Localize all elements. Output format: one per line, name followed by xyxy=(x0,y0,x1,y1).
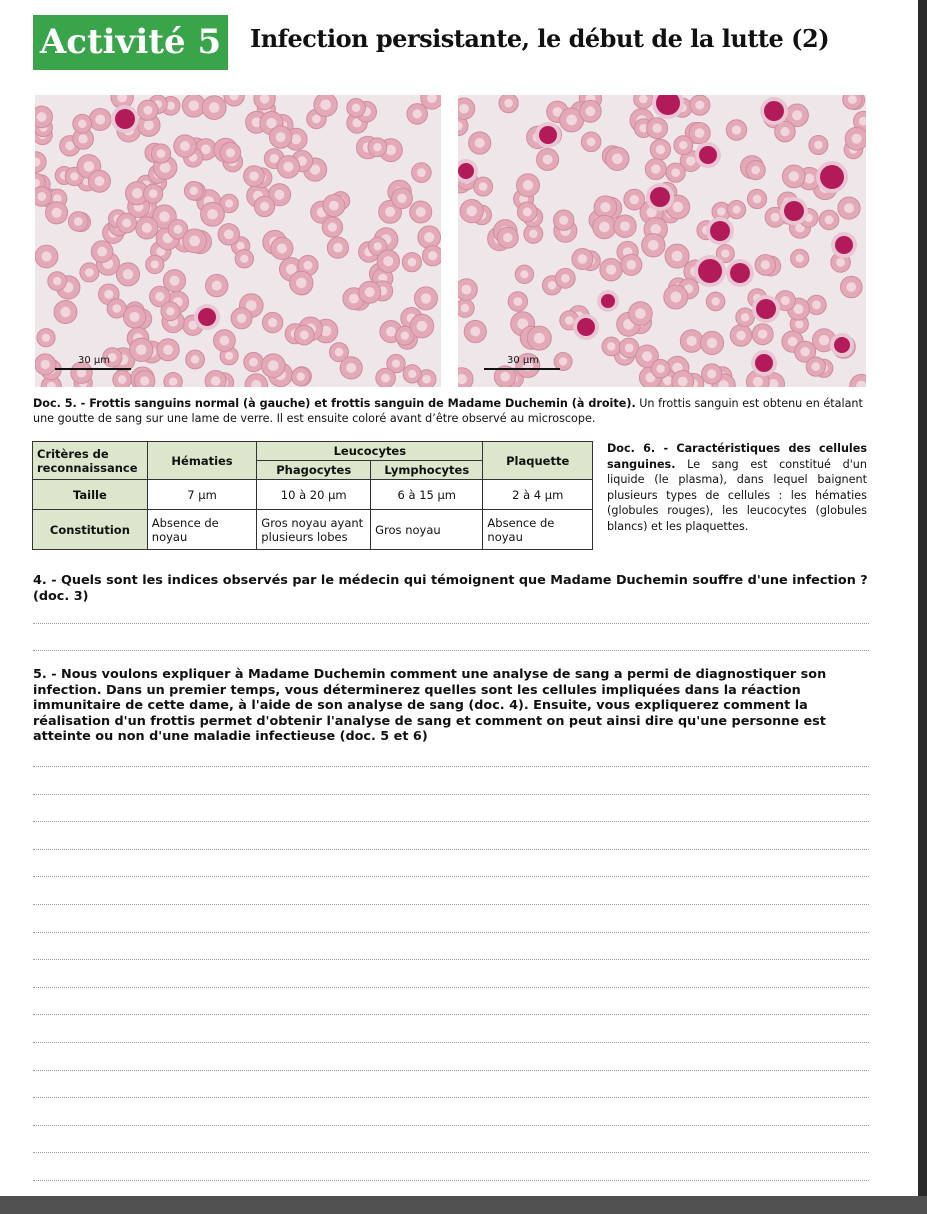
red-blood-cell-center xyxy=(408,258,417,267)
red-blood-cell-center xyxy=(852,134,862,144)
table-cell: 6 à 15 µm xyxy=(371,480,483,510)
answer-line[interactable] xyxy=(33,849,869,850)
red-blood-cell-center xyxy=(189,100,199,110)
red-blood-cell-center xyxy=(78,120,86,128)
red-blood-cell-center xyxy=(639,95,648,103)
red-blood-cell-center xyxy=(793,304,803,314)
red-blood-cell-center xyxy=(249,171,258,180)
red-blood-cell-center xyxy=(844,203,854,213)
red-blood-cell-center xyxy=(249,358,258,367)
red-blood-cell-center xyxy=(408,370,416,378)
doc6-body: Le sang est constitué d'un liquide (le plasma), dans lequel baignent plusieurs types de cellules : les hématies (globules rouges), les leucocytes (globules blancs) et les plaquettes. xyxy=(607,457,867,533)
nucleus xyxy=(784,201,804,221)
red-blood-cell-center xyxy=(349,294,359,304)
nucleus xyxy=(755,354,773,372)
red-blood-cell-center xyxy=(373,143,381,151)
activity-badge: Activité 5 xyxy=(33,15,228,70)
red-blood-cell-center xyxy=(381,374,390,383)
red-blood-cell-center xyxy=(329,201,339,211)
red-blood-cell-center xyxy=(191,355,199,363)
red-blood-cell-center xyxy=(479,182,488,191)
question-5: 5. - Nous voulons expliquer à Madame Duchemin comment une analyse de sang a permi de diagnostiquer son infection. Dans un premier temps, vous déterminerez quelles sont les cellules impliquées dans la réaction immunitaire de cette dame, à l'aide de son analyse de sang (doc. 4). Ensuite, vous expliquerez comment la réalisation d'un frottis permet d'obtenir l'analyse de sang et comment on peut ainsi dire qu'une personne est atteinte ou non d'une maladie infectieuse (doc. 5 et 6) xyxy=(33,667,827,744)
red-blood-cell-center xyxy=(670,292,681,303)
table-cell: 7 µm xyxy=(147,480,256,510)
answer-line[interactable] xyxy=(33,1097,869,1098)
red-blood-cell-center xyxy=(758,330,767,339)
red-blood-cell-center xyxy=(226,148,235,157)
nucleus xyxy=(458,163,474,179)
right-scale-label: 30 µm xyxy=(507,355,540,366)
table-header-phagocytes: Phagocytes xyxy=(257,461,371,480)
nucleus xyxy=(756,299,776,319)
red-blood-cell-center xyxy=(736,331,746,341)
red-blood-cell-center xyxy=(413,109,422,118)
red-blood-cell-center xyxy=(283,162,293,172)
nucleus xyxy=(699,146,717,164)
red-blood-cell-center xyxy=(625,344,634,353)
red-blood-cell-center xyxy=(136,345,147,356)
red-blood-cell-center xyxy=(543,155,553,165)
red-blood-cell-center xyxy=(673,202,684,213)
answer-line[interactable] xyxy=(33,1125,869,1126)
answer-line[interactable] xyxy=(33,623,869,624)
red-blood-cell-center xyxy=(792,110,802,120)
red-blood-cell-center xyxy=(167,102,175,110)
red-blood-cell-center xyxy=(606,265,616,275)
red-blood-cell-center xyxy=(422,375,431,384)
red-blood-cell-center xyxy=(462,285,472,295)
red-blood-cell-center xyxy=(118,375,126,383)
red-blood-cell-center xyxy=(656,145,665,154)
red-blood-cell-center xyxy=(836,258,845,267)
red-blood-cell-center xyxy=(277,243,287,253)
table-header-leucocytes: Leucocytes xyxy=(257,442,483,461)
red-blood-cell-center xyxy=(224,230,234,240)
red-blood-cell-center xyxy=(144,120,154,130)
red-blood-cell-center xyxy=(276,132,286,142)
red-blood-cell-center xyxy=(470,327,480,337)
nucleus xyxy=(730,263,750,283)
blood-cells-table xyxy=(32,441,593,550)
red-blood-cell-center xyxy=(771,213,780,222)
nucleus xyxy=(577,318,595,336)
red-blood-cell-center xyxy=(513,297,522,306)
red-blood-cell-center xyxy=(95,115,105,125)
red-blood-cell-center xyxy=(52,208,62,218)
red-blood-cell-center xyxy=(587,137,596,146)
table-cell: Absence de noyau xyxy=(483,510,593,550)
red-blood-cell-center xyxy=(220,336,230,346)
table-header-lymphocytes: Lymphocytes xyxy=(371,461,483,480)
red-blood-cell-center xyxy=(163,345,173,355)
red-blood-cell-center xyxy=(328,223,337,232)
red-blood-cell-center xyxy=(781,296,790,305)
red-blood-cell-center xyxy=(678,377,688,387)
red-blood-cell-center xyxy=(297,373,305,381)
red-blood-cell-center xyxy=(789,171,799,181)
doc6-text xyxy=(607,441,867,534)
red-blood-cell-center xyxy=(652,124,661,133)
nucleus xyxy=(710,221,730,241)
red-blood-cell-center xyxy=(209,102,220,113)
nucleus xyxy=(834,337,850,353)
red-blood-cell-center xyxy=(312,115,321,124)
red-blood-cell-center xyxy=(212,281,222,291)
red-blood-cell-center xyxy=(169,378,177,386)
answer-line[interactable] xyxy=(33,959,869,960)
red-blood-cell-center xyxy=(180,141,190,151)
red-blood-cell-center xyxy=(651,164,660,173)
table-row-constitution-label: Constitution xyxy=(33,510,148,550)
red-blood-cell-center xyxy=(151,260,159,268)
red-blood-cell-center xyxy=(707,338,717,348)
red-blood-cell-center xyxy=(386,327,396,337)
red-blood-cell-center xyxy=(780,127,789,136)
red-blood-cell-center xyxy=(795,320,803,328)
red-blood-cell-center xyxy=(53,277,61,285)
red-blood-cell-center xyxy=(578,254,587,263)
red-blood-cell-center xyxy=(365,287,375,297)
red-blood-cell-center xyxy=(671,168,680,177)
normal-smear-svg xyxy=(35,95,441,387)
red-blood-cell-center xyxy=(529,230,538,239)
red-blood-cell-center xyxy=(753,195,762,204)
red-blood-cell-center xyxy=(417,168,426,177)
red-blood-cell-center xyxy=(41,360,50,369)
red-blood-cell-center xyxy=(612,154,623,165)
red-blood-cell-center xyxy=(812,362,821,371)
red-blood-cell-center xyxy=(421,293,431,303)
red-blood-cell-center xyxy=(268,360,279,371)
red-blood-cell-center xyxy=(565,316,574,325)
red-blood-cell-center xyxy=(819,335,829,345)
red-blood-cell-center xyxy=(95,176,105,186)
red-blood-cell-center xyxy=(559,357,567,365)
red-blood-cell-center xyxy=(687,336,697,346)
red-blood-cell-center xyxy=(753,377,763,387)
answer-line[interactable] xyxy=(33,876,869,877)
red-blood-cell-center xyxy=(260,202,269,211)
answer-line[interactable] xyxy=(33,821,869,822)
red-blood-cell-center xyxy=(695,101,704,110)
red-blood-cell-center xyxy=(149,189,158,198)
red-blood-cell-center xyxy=(304,261,313,270)
red-blood-cell-center xyxy=(397,194,406,203)
red-blood-cell-center xyxy=(417,321,428,332)
doc6-title: Doc. 6. - Caractéristiques des cellules sanguines. xyxy=(607,442,867,471)
answer-line[interactable] xyxy=(33,650,869,651)
red-blood-cell-center xyxy=(804,174,814,184)
red-blood-cell-center xyxy=(459,104,469,114)
red-blood-cell-center xyxy=(635,308,646,319)
red-blood-cell-center xyxy=(266,118,276,128)
red-blood-cell-center xyxy=(761,260,770,269)
nucleus xyxy=(650,187,670,207)
red-blood-cell-center xyxy=(566,115,577,126)
table-cell: 10 à 20 µm xyxy=(257,480,371,510)
scan-edge-bottom xyxy=(0,1196,927,1214)
red-blood-cell-center xyxy=(211,376,220,385)
doc5-caption xyxy=(33,396,873,426)
red-blood-cell-center xyxy=(534,333,545,344)
red-blood-cell-center xyxy=(270,154,279,163)
red-blood-cell-center xyxy=(656,365,664,373)
red-blood-cell-center xyxy=(296,278,307,289)
answer-line[interactable] xyxy=(33,904,869,905)
red-blood-cell-center xyxy=(383,256,393,266)
red-blood-cell-center xyxy=(78,134,87,143)
red-blood-cell-center xyxy=(143,106,152,115)
red-blood-cell-center xyxy=(60,307,70,317)
red-blood-cell-center xyxy=(475,138,485,148)
red-blood-cell-center xyxy=(225,199,233,207)
patient-blood-smear-image xyxy=(458,95,866,387)
red-blood-cell-center xyxy=(42,334,50,342)
red-blood-cell-center xyxy=(741,313,749,321)
answer-line[interactable] xyxy=(33,766,869,767)
table-cell: Gros noyau ayant plusieurs lobes xyxy=(257,510,371,550)
red-blood-cell-center xyxy=(189,236,200,247)
doc5-caption-text: Un frottis sanguin est obtenu en étalant une goutte de sang sur une lame de verre. Il est ensuite coloré avant d’être observé au microscope. xyxy=(33,397,863,425)
red-blood-cell-center xyxy=(123,269,133,279)
red-blood-cell-center xyxy=(352,104,360,112)
red-blood-cell-center xyxy=(41,251,51,261)
left-scale-bar xyxy=(55,368,131,370)
left-scale-label: 30 µm xyxy=(78,355,111,366)
red-blood-cell-center xyxy=(385,207,395,217)
red-blood-cell-center xyxy=(240,255,248,263)
red-blood-cell-center xyxy=(207,209,218,220)
red-blood-cell-center xyxy=(74,217,83,226)
red-blood-cell-center xyxy=(651,224,661,234)
nucleus xyxy=(198,308,216,326)
red-blood-cell-center xyxy=(504,99,513,108)
red-blood-cell-center xyxy=(707,369,716,378)
red-blood-cell-center xyxy=(607,342,615,350)
red-blood-cell-center xyxy=(122,219,131,228)
red-blood-cell-center xyxy=(237,242,245,250)
answer-line[interactable] xyxy=(33,932,869,933)
red-blood-cell-center xyxy=(157,149,166,158)
red-blood-cell-center xyxy=(711,297,719,305)
red-blood-cell-center xyxy=(627,260,637,270)
red-blood-cell-center xyxy=(467,206,477,216)
red-blood-cell-center xyxy=(825,216,834,225)
red-blood-cell-center xyxy=(732,125,741,134)
red-blood-cell-center xyxy=(695,128,705,138)
red-blood-cell-center xyxy=(104,290,113,299)
red-blood-cell-center xyxy=(548,281,557,290)
red-blood-cell-center xyxy=(160,162,171,173)
red-blood-cell-center xyxy=(561,274,570,283)
right-scale-bar xyxy=(484,368,560,370)
red-blood-cell-center xyxy=(346,363,356,373)
red-blood-cell-center xyxy=(717,207,725,215)
normal-blood-smear-image xyxy=(35,95,441,387)
red-blood-cell-center xyxy=(672,251,683,262)
red-blood-cell-center xyxy=(130,312,140,322)
answer-line[interactable] xyxy=(33,794,869,795)
red-blood-cell-center xyxy=(84,161,95,172)
red-blood-cell-center xyxy=(428,251,437,260)
table-cell: Gros noyau xyxy=(371,510,483,550)
red-blood-cell-center xyxy=(70,172,78,180)
table-cell: Absence de noyau xyxy=(147,510,256,550)
table-row-taille-label: Taille xyxy=(33,480,148,510)
page-title: Infection persistante, le début de la lutte (2) xyxy=(250,24,830,53)
red-blood-cell-center xyxy=(225,352,233,360)
red-blood-cell-center xyxy=(201,145,211,155)
red-blood-cell-center xyxy=(291,134,301,144)
red-blood-cell-center xyxy=(796,254,804,262)
red-blood-cell-center xyxy=(600,202,610,212)
red-blood-cell-center xyxy=(788,337,798,347)
answer-line[interactable] xyxy=(33,1042,869,1043)
red-blood-cell-center xyxy=(523,207,532,216)
patient-smear-svg xyxy=(458,95,866,387)
red-blood-cell-center xyxy=(812,301,821,310)
red-blood-cell-center xyxy=(800,347,809,356)
red-blood-cell-center xyxy=(112,304,121,313)
red-blood-cell-center xyxy=(503,233,512,242)
nucleus xyxy=(115,109,135,129)
red-blood-cell-center xyxy=(140,376,149,385)
scan-edge-right xyxy=(918,0,927,1214)
red-blood-cell-center xyxy=(721,250,729,258)
red-blood-cell-center xyxy=(155,292,164,301)
red-blood-cell-center xyxy=(416,207,426,217)
red-blood-cell-center xyxy=(520,270,528,278)
table-header-hematies: Hématies xyxy=(147,442,256,480)
red-blood-cell-center xyxy=(751,166,760,175)
nucleus xyxy=(820,165,844,189)
red-blood-cell-center xyxy=(392,360,400,368)
red-blood-cell-center xyxy=(630,195,639,204)
red-blood-cell-center xyxy=(37,192,46,201)
red-blood-cell-center xyxy=(190,187,198,195)
nucleus xyxy=(539,126,557,144)
red-blood-cell-center xyxy=(97,247,107,257)
nucleus xyxy=(601,294,615,308)
red-blood-cell-center xyxy=(268,318,277,327)
red-blood-cell-center xyxy=(523,180,533,190)
answer-line[interactable] xyxy=(33,987,869,988)
red-blood-cell-center xyxy=(300,331,309,340)
red-blood-cell-center xyxy=(85,268,94,277)
red-blood-cell-center xyxy=(648,240,659,251)
red-blood-cell-center xyxy=(159,211,170,222)
red-blood-cell-center xyxy=(642,351,652,361)
red-blood-cell-center xyxy=(333,243,343,253)
red-blood-cell-center xyxy=(599,222,610,233)
red-blood-cell-center xyxy=(374,242,382,250)
red-blood-cell-center xyxy=(401,332,409,340)
nucleus xyxy=(764,101,784,121)
red-blood-cell-center xyxy=(679,141,687,149)
red-blood-cell-center xyxy=(559,216,568,225)
red-blood-cell-center xyxy=(320,100,331,111)
red-blood-cell-center xyxy=(461,304,469,312)
table-cell: 2 à 4 µm xyxy=(483,480,593,510)
red-blood-cell-center xyxy=(132,188,142,198)
red-blood-cell-center xyxy=(848,95,857,104)
doc5-caption-title: Doc. 5. - Frottis sanguins normal (à gauche) et frottis sanguin de Madame Duchemin (à droite). xyxy=(33,397,636,410)
answer-line[interactable] xyxy=(33,1180,869,1181)
red-blood-cell-center xyxy=(620,221,630,231)
answer-line[interactable] xyxy=(33,1014,869,1015)
red-blood-cell-center xyxy=(814,141,823,150)
red-blood-cell-center xyxy=(585,106,595,116)
red-blood-cell-center xyxy=(686,156,695,165)
answer-line[interactable] xyxy=(33,1070,869,1071)
question-4: 4. - Quels sont les indices observés par le médecin qui témoignent que Madame Duchemin souffre d'une infection ? (doc. 3) xyxy=(33,573,868,604)
red-blood-cell-center xyxy=(37,112,47,122)
red-blood-cell-center xyxy=(733,206,741,214)
red-blood-cell-center xyxy=(424,232,434,242)
red-blood-cell-center xyxy=(166,307,174,315)
red-blood-cell-center xyxy=(170,276,180,286)
red-blood-cell-center xyxy=(275,190,285,200)
red-blood-cell-center xyxy=(174,225,183,234)
nucleus xyxy=(698,259,722,283)
table-header-plaquette: Plaquette xyxy=(483,442,593,480)
nucleus xyxy=(835,236,853,254)
answer-line[interactable] xyxy=(33,1152,869,1153)
table-header-criteria: Critères de reconnaissance xyxy=(33,442,148,480)
red-blood-cell-center xyxy=(335,348,344,357)
red-blood-cell-center xyxy=(237,314,246,323)
red-blood-cell-center xyxy=(500,372,510,382)
red-blood-cell-center xyxy=(847,282,857,292)
red-blood-cell-center xyxy=(142,223,152,233)
